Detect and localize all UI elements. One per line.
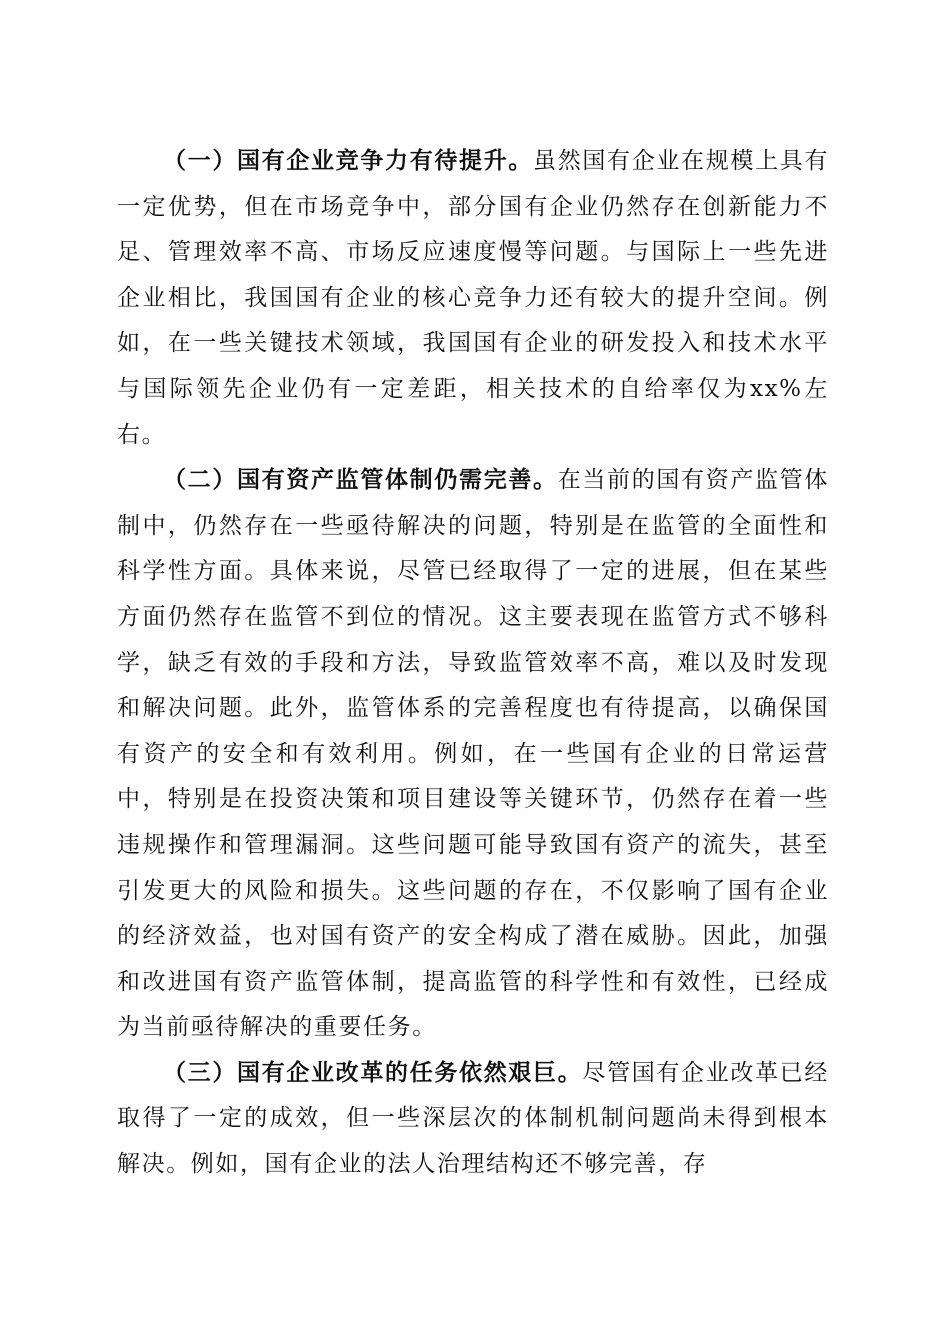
paragraph-1: [117, 139, 829, 458]
document-body: [117, 139, 829, 1188]
paragraph-3-heading: （三）国有企业改革的任务依然艰巨。: [163, 1059, 583, 1086]
paragraph-2-text: 在当前的国有资产监管体制中，仍然存在一些亟待解决的问题，特别是在监管的全面性和科学性方面。具体来说，尽管已经取得了一定的进展，但在某些方面仍然存在监管不到位的情况。这主要表现在监管方式不够科学，缺乏有效的手段和方法，导致监管效率不高，难以及时发现和解决问题。此外，监管体系的完善程度也有待提高，以确保国有资产的安全和有效利用。例如，在一些国有企业的日常运营中，特别是在投资决策和项目建设等关键环节，仍然存在着一些违规操作和管理漏洞。这些问题可能导致国有资产的流失，甚至引发更大的风险和损失。这些问题的存在，不仅影响了国有企业的经济效益，也对国有资产的安全构成了潜在威胁。因此，加强和改进国有资产监管体制，提高监管的科学性和有效性，已经成为当前亟待解决的重要任务。: [117, 467, 829, 1041]
paragraph-1-text: 虽然国有企业在规模上具有一定优势，但在市场竞争中，部分国有企业仍然存在创新能力不足、管理效率不高、市场反应速度慢等问题。与国际上一些先进企业相比，我国国有企业的核心竞争力还有较大的提升空间。例如，在一些关键技术领域，我国国有企业的研发投入和技术水平与国际领先企业仍有一定差距，相关技术的自给率仅为xx%左右。: [117, 148, 830, 448]
paragraph-3: [117, 1051, 829, 1188]
paragraph-2: [117, 458, 829, 1051]
paragraph-2-heading: （二）国有资产监管体制仍需完善。: [163, 467, 558, 494]
paragraph-1-heading: （一）国有企业竞争力有待提升。: [163, 148, 534, 174]
paragraph-3-text: 尽管国有企业改革已经取得了一定的成效，但一些深层次的体制机制问题尚未得到根本解决。例如，国有企业的法人治理结构还不够完善，存: [117, 1059, 829, 1178]
